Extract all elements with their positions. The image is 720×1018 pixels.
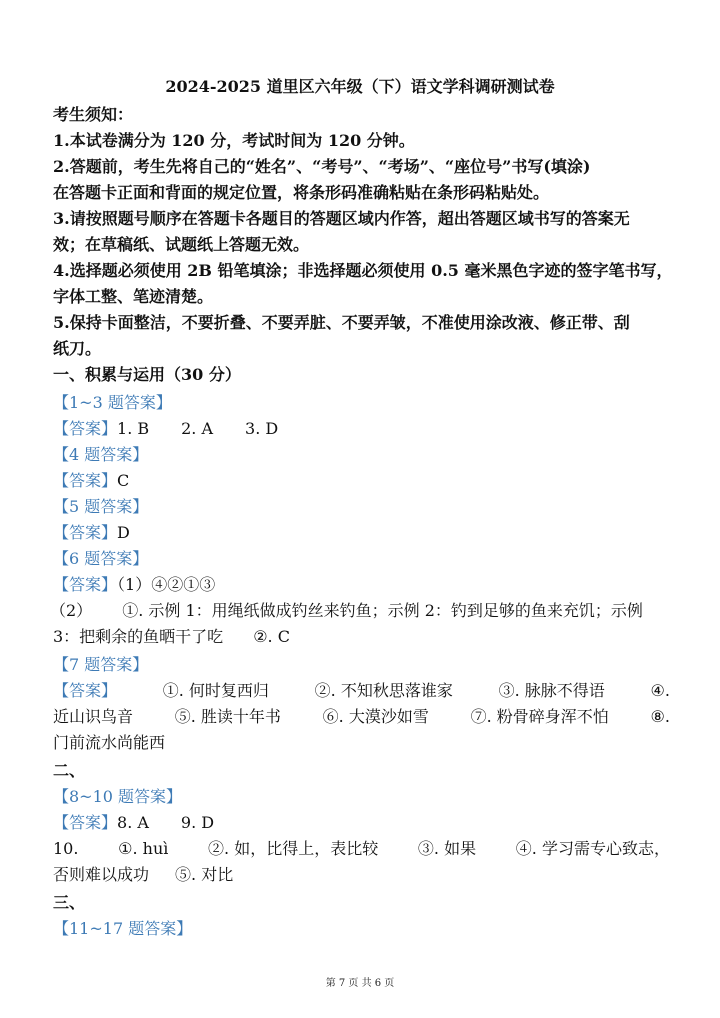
notice-line-7: 字体工整、笔迹清楚。 — [53, 287, 214, 306]
answer-tag: 【答案】 — [53, 419, 118, 438]
notice-heading: 考生须知： — [53, 105, 134, 124]
answer-7-8-num: ⑧. — [650, 707, 670, 726]
q6-header: 【6 题答案】 — [53, 549, 149, 568]
answer-10-2: ②. 如，比得上，表比较 — [208, 839, 379, 858]
answer-6-2-text: ①. 示例 1：用绳纸做成钓丝来钓鱼；示例 2：钓到足够的鱼来充饥；示例 — [122, 601, 643, 620]
q6-answer-2-line-1 — [50, 600, 670, 622]
answer-5: D — [117, 523, 130, 542]
q7-answer-line-2 — [53, 706, 670, 728]
answer-6-2-c: ②. C — [253, 627, 290, 646]
answer-tag: 【答案】 — [53, 523, 118, 542]
answer-tag: 【答案】 — [53, 681, 118, 700]
answer-7-2: ②. 不知秋思落谁家 — [314, 681, 453, 700]
notice-line-9: 纸刀。 — [53, 339, 102, 358]
answer-4: C — [117, 471, 130, 490]
answer-tag: 【答案】 — [53, 471, 118, 490]
answer-10-5: ⑤. 对比 — [175, 865, 234, 884]
answer-7-3: ③. 脉脉不得语 — [498, 681, 605, 700]
answer-tag-wrap — [53, 680, 117, 702]
answer-7-1: ①. 何时复西归 — [162, 681, 269, 700]
answer-6-2-text-cont: 3：把剩余的鱼晒干了吃 — [53, 627, 224, 646]
answer-7-6: ⑥. 大漠沙如雪 — [322, 707, 429, 726]
answer-7-7: ⑦. 粉骨碎身浑不怕 — [470, 707, 609, 726]
notice-line-4: 3.请按照题号顺序在答题卡各题目的答题区域内作答，超出答题区域书写的答案无 — [53, 209, 630, 228]
answer-tag: 【答案】 — [53, 575, 118, 594]
q7-answer-line-3: 门前流水尚能西 — [53, 733, 166, 752]
page-title: 2024-2025 道里区六年级（下）语文学科调研测试卷 — [165, 77, 555, 96]
notice-line-5: 效；在草稿纸、试题纸上答题无效。 — [53, 235, 310, 254]
section-3-heading: 三、 — [53, 893, 86, 912]
answer-7-5: ⑤. 胜读十年书 — [174, 707, 281, 726]
q5-answer — [53, 522, 670, 544]
notice-line-1: 1.本试卷满分为 120 分，考试时间为 120 分钟。 — [53, 131, 415, 150]
q1-3-header: 【1~3 题答案】 — [53, 393, 172, 412]
notice-line-8: 5.保持卡面整洁，不要折叠、不要弄脏、不要弄皱，不准使用涂改液、修正带、刮 — [53, 313, 630, 332]
q10-answer-line-1 — [53, 838, 670, 860]
answer-7-4-num: ④. — [650, 681, 670, 700]
answer-6-1: （1）④②①③ — [117, 575, 216, 594]
notice-line-6: 4.选择题必须使用 2B 铅笔填涂；非选择题必须使用 0.5 毫米黑色字迹的签字笔书写， — [53, 261, 673, 280]
notice-line-2: 2.答题前，考生先将自己的“姓名”、“考号”、“考场”、“座位号”书写(填涂) — [53, 157, 591, 176]
q4-header: 【4 题答案】 — [53, 445, 149, 464]
q6-answer-1 — [53, 574, 670, 596]
q1-3-answer — [53, 418, 670, 440]
section-2-heading: 二、 — [53, 761, 86, 780]
section-1-heading: 一、积累与运用（30 分） — [53, 365, 241, 384]
answer-10-4-cont: 否则难以成功 — [53, 865, 150, 884]
q8-9-answer — [53, 812, 670, 834]
q4-answer — [53, 470, 670, 492]
answer-9: 9. D — [180, 813, 215, 832]
answer-3: 3. D — [245, 419, 279, 438]
q7-header: 【7 题答案】 — [53, 655, 149, 674]
q6-answer-2-line-2 — [53, 626, 670, 648]
notice-line-3: 在答题卡正面和背面的规定位置，将条形码准确粘贴在条形码粘贴处。 — [53, 183, 550, 202]
q8-10-header: 【8~10 题答案】 — [53, 787, 183, 806]
answer-10-1: ①. huì — [118, 839, 169, 858]
answer-10-4: ④. 学习需专心致志， — [515, 839, 670, 858]
answer-1: 1. B — [117, 419, 150, 438]
q7-answer-line-1 — [53, 680, 670, 702]
q10-answer-line-2 — [53, 864, 670, 886]
answer-10-3: ③. 如果 — [417, 839, 477, 858]
q5-header: 【5 题答案】 — [53, 497, 149, 516]
page-footer: 第 7 页 共 6 页 — [325, 978, 395, 989]
q11-17-header: 【11~17 题答案】 — [53, 919, 193, 938]
answer-10-num: 10. — [53, 839, 79, 858]
answer-7-4: 近山识鸟音 — [53, 707, 134, 726]
answer-tag: 【答案】 — [53, 813, 118, 832]
answer-2: 2. A — [181, 419, 214, 438]
answer-6-2-label: （2） — [50, 601, 93, 620]
answer-8: 8. A — [117, 813, 149, 832]
